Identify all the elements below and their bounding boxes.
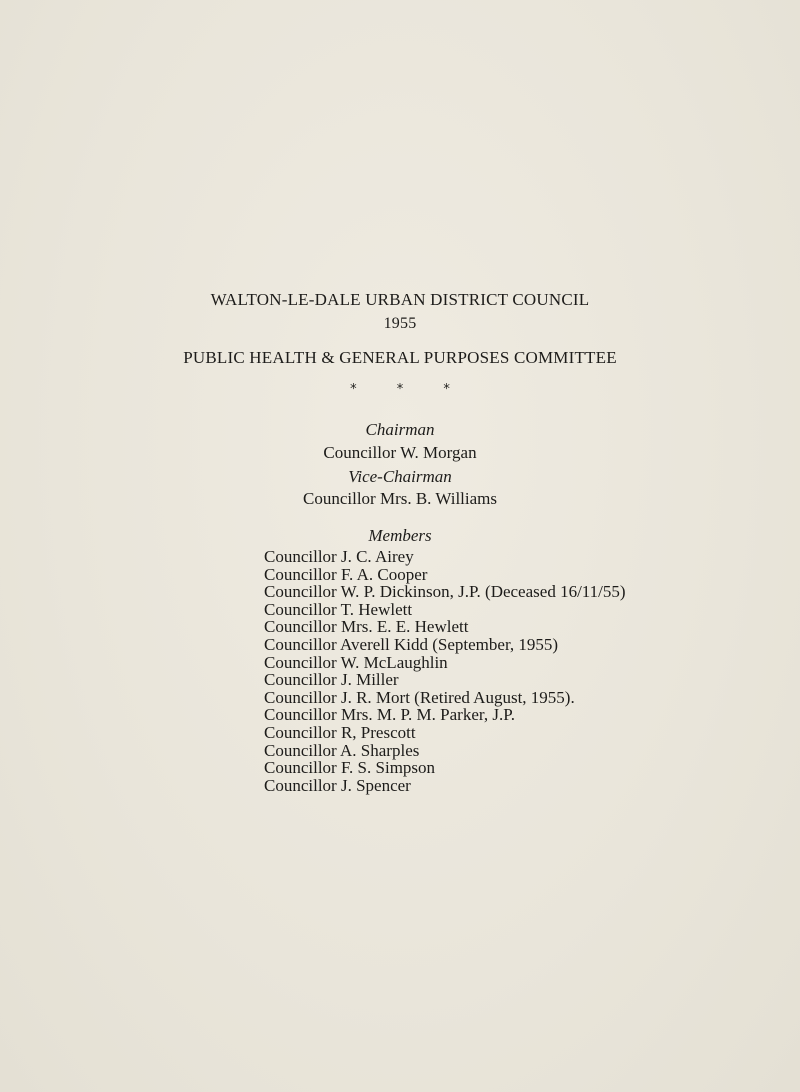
star-3: * <box>443 382 450 397</box>
member-item: Councillor Averell Kidd (September, 1955) <box>264 634 559 654</box>
separator-stars <box>0 382 800 397</box>
members-heading: Members <box>368 526 432 545</box>
star-1: * <box>350 382 357 397</box>
member-item: Councillor J. R. Mort (Retired August, 1955). <box>264 687 575 707</box>
member-item: Councillor Mrs. E. E. Hewlett <box>264 617 469 637</box>
star-2: * <box>396 382 404 397</box>
member-item: Councillor F. A. Cooper <box>264 564 428 584</box>
chairman-name: Councillor W. Morgan <box>323 443 477 462</box>
member-item: Councillor F. S. Simpson <box>264 758 436 778</box>
member-item: Councillor W. P. Dickinson, J.P. (Deceased 16/11/55) <box>264 582 626 602</box>
chairman-heading: Chairman <box>365 420 435 439</box>
member-item: Councillor Mrs. M. P. M. Parker, J.P. <box>264 705 516 725</box>
member-item: Councillor J. Spencer <box>264 775 411 795</box>
member-item: Councillor J. C. Airey <box>264 547 414 566</box>
council-name: WALTON-LE-DALE URBAN DISTRICT COUNCIL <box>210 290 590 309</box>
vice-chairman-heading: Vice-Chairman <box>348 467 452 486</box>
member-item: Councillor T. Hewlett <box>264 599 413 619</box>
member-item: Councillor R, Prescott <box>264 722 416 742</box>
member-item: Councillor J. Miller <box>264 670 399 690</box>
members-list <box>264 548 626 794</box>
member-item: Councillor A. Sharples <box>264 740 420 760</box>
year: 1955 <box>383 315 417 332</box>
member-item: Councillor W. McLaughlin <box>264 652 448 672</box>
vice-chairman-name: Councillor Mrs. B. Williams <box>302 489 498 508</box>
committee-title: PUBLIC HEALTH & GENERAL PURPOSES COMMITTEE <box>183 348 617 367</box>
